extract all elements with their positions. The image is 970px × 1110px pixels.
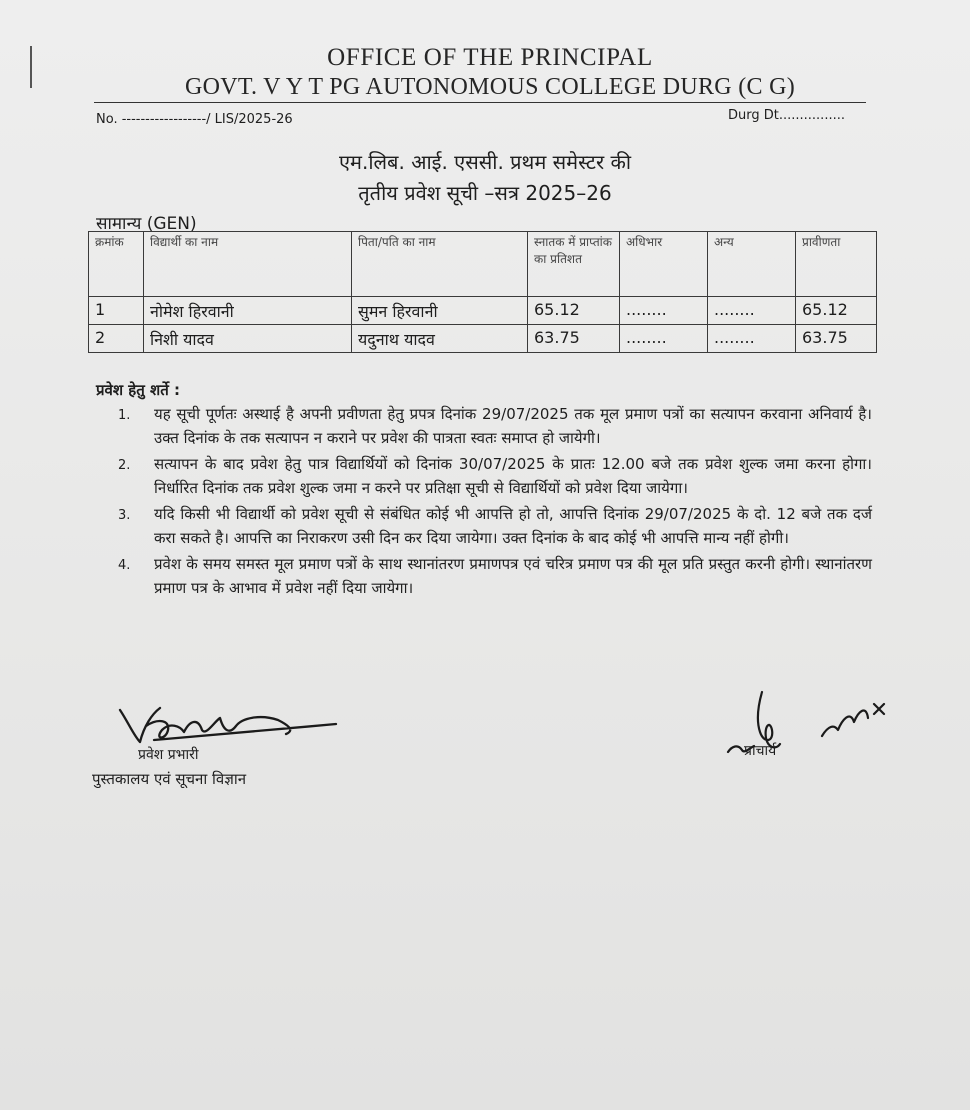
office-heading: OFFICE OF THE PRINCIPAL — [327, 44, 653, 71]
header-other: अन्य — [708, 232, 796, 297]
terms-heading: प्रवेश हेतु शर्ते : — [96, 381, 181, 399]
reference-number: No. ------------------/ LIS/2025-26 — [96, 112, 293, 127]
cell-weightage: ........ — [620, 297, 708, 325]
header-weightage: अधिभार — [620, 232, 708, 297]
principal-signature — [716, 690, 896, 762]
header-graduation-percent: स्नातक में प्राप्तांक का प्रतिशत — [528, 232, 620, 297]
term-number: 2. — [118, 458, 131, 473]
signature-title-principal: प्राचार्य — [744, 743, 777, 759]
cell-student-name: निशी यादव — [144, 325, 352, 353]
cell-other: ........ — [708, 297, 796, 325]
cell-merit: 63.75 — [796, 325, 877, 353]
admission-table — [88, 231, 877, 353]
cell-serial: 2 — [89, 325, 144, 353]
term-item — [118, 452, 872, 500]
table-header-row — [89, 232, 877, 297]
signature-department: पुस्तकालय एवं सूचना विज्ञान — [92, 770, 247, 788]
cell-student-name: नोमेश हिरवानी — [144, 297, 352, 325]
cell-weightage: ........ — [620, 325, 708, 353]
document-title-line1: एम.लिब. आई. एससी. प्रथम समेस्टर की — [338, 150, 632, 174]
cell-serial: 1 — [89, 297, 144, 325]
signature-title-incharge: प्रवेश प्रभारी — [138, 747, 199, 763]
term-text: यदि किसी भी विद्यार्थी को प्रवेश सूची से संबंधित कोई भी आपत्ति हो तो, आपत्ति दिनांक 29/07/2025 के दो. 12 बजे तक दर्ज करा सकते है। आपत्ति का निराकरण उसी दिन कर दिया जायेगा। उक्त दिनांक के बाद कोई भी आपत्ति मान्य नहीं होगी। — [154, 505, 872, 547]
term-text: प्रवेश के समय समस्त मूल प्रमाण पत्रों के साथ स्थानांतरण प्रमाणपत्र एवं चरित्र प्रमाण पत्र की मूल प्रति प्रस्तुत करनी होगी। स्थानांतरण प्रमाण पत्र के आभाव में प्रवेश नहीं दिया जायेगा। — [154, 555, 872, 597]
table-row — [89, 297, 877, 325]
term-text: यह सूची पूर्णतः अस्थाई है अपनी प्रवीणता हेतु प्रपत्र दिनांक 29/07/2025 तक मूल प्रमाण पत्रों का सत्यापन करवाना अनिवार्य है। उक्त दिनांक के तक सत्यापन न कराने पर प्रवेश की पात्रता स्वतः समाप्त हो जायेगी। — [154, 405, 872, 447]
terms-list — [118, 402, 872, 602]
table-row — [89, 325, 877, 353]
cell-father-name: यदुनाथ यादव — [352, 325, 528, 353]
cell-merit: 65.12 — [796, 297, 877, 325]
header-student-name: विद्यार्थी का नाम — [144, 232, 352, 297]
term-text: सत्यापन के बाद प्रवेश हेतु पात्र विद्यार्थियों को दिनांक 30/07/2025 के प्रातः 12.00 बजे तक प्रवेश शुल्क जमा करना होगा। निर्धारित दिनांक तक प्रवेश शुल्क जमा न करने पर प्रतिक्षा सूची से विद्यार्थियों को प्रवेश दिया जायेगा। — [154, 455, 872, 497]
term-item — [118, 402, 872, 450]
admission-incharge-signature — [110, 696, 350, 752]
term-item — [118, 552, 872, 600]
cell-father-name: सुमन हिरवानी — [352, 297, 528, 325]
term-item — [118, 502, 872, 550]
category-label: सामान्य (GEN) — [96, 214, 197, 234]
header-serial: क्रमांक — [89, 232, 144, 297]
header-father-name: पिता/पति का नाम — [352, 232, 528, 297]
header-rule — [94, 102, 866, 103]
term-number: 3. — [118, 508, 131, 523]
cell-other: ........ — [708, 325, 796, 353]
term-number: 4. — [118, 558, 131, 573]
term-number: 1. — [118, 408, 131, 423]
reference-date: Durg Dt................ — [728, 108, 845, 123]
cell-graduation-percent: 65.12 — [528, 297, 620, 325]
document-title-line2: तृतीय प्रवेश सूची –सत्र 2025–26 — [358, 181, 612, 205]
cell-graduation-percent: 63.75 — [528, 325, 620, 353]
header-merit: प्रावीणता — [796, 232, 877, 297]
college-heading: GOVT. V Y T PG AUTONOMOUS COLLEGE DURG (C G) — [184, 74, 796, 100]
